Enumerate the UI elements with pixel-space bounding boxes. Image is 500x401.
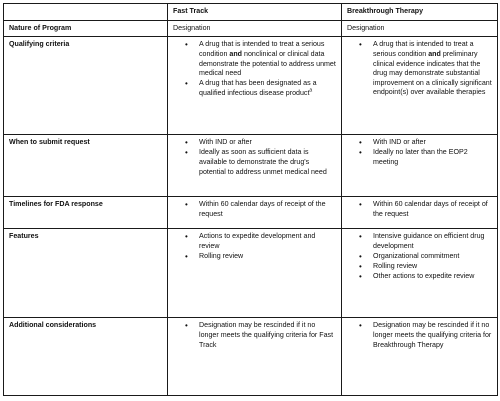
row-label-timelines: Timelines for FDA response: [4, 197, 168, 229]
bullet-list: [173, 232, 336, 261]
list-item: • Ideally as soon as sufficient data is available to demonstrate the drug's potential to address unmet medical need: [173, 148, 336, 177]
cell-nature-breakthrough: Designation: [342, 20, 498, 37]
list-item: • Other actions to expedite review: [347, 272, 492, 282]
list-item: • Designation may be rescinded if it no longer meets the qualifying criteria for Breakthrough Therapy: [347, 321, 492, 350]
header-breakthrough: Breakthrough Therapy: [342, 4, 498, 21]
cell-qualifying-fast-track: [168, 37, 342, 135]
list-item: • A drug that has been designated as a qualified infectious disease product$^a$: [173, 79, 336, 98]
bullet-list: [347, 321, 492, 350]
list-item: • Rolling review: [347, 262, 492, 272]
bullet-list: [347, 40, 492, 98]
row-label-nature: Nature of Program: [4, 20, 168, 37]
bullet-list: [173, 200, 336, 219]
list-item: • With IND or after: [173, 138, 336, 148]
row-qualifying-criteria: [4, 37, 498, 135]
row-timelines: [4, 197, 498, 229]
list-item: • Designation may be rescinded if it no longer meets the qualifying criteria for Fast Track: [173, 321, 336, 350]
header-fast-track: Fast Track: [168, 4, 342, 21]
list-item: • Organizational commitment: [347, 252, 492, 262]
list-item: • Rolling review: [173, 252, 336, 262]
cell-when-fast-track: [168, 135, 342, 197]
list-item: • Actions to expedite development and review: [173, 232, 336, 251]
row-nature-of-program: [4, 20, 498, 37]
cell-additional-fast-track: [168, 318, 342, 396]
cell-timelines-breakthrough: [342, 197, 498, 229]
row-label-additional: Additional considerations: [4, 318, 168, 396]
bullet-list: [347, 138, 492, 167]
list-item: • A drug that is intended to treat a serious condition and nonclinical or clinical data demonstrate the potential to address unmet medical need: [173, 40, 336, 79]
list-item: • Ideally no later than the EOP2 meeting: [347, 148, 492, 167]
bullet-list: [347, 232, 492, 282]
list-item: • Within 60 calendar days of receipt of the request: [347, 200, 492, 219]
bullet-list: [173, 40, 336, 98]
cell-features-breakthrough: [342, 229, 498, 318]
cell-additional-breakthrough: [342, 318, 498, 396]
bullet-list: [347, 200, 492, 219]
row-features: [4, 229, 498, 318]
cell-when-breakthrough: [342, 135, 498, 197]
cell-nature-fast-track: Designation: [168, 20, 342, 37]
row-label-features: Features: [4, 229, 168, 318]
list-item: • Intensive guidance on efficient drug development: [347, 232, 492, 251]
cell-features-fast-track: [168, 229, 342, 318]
bullet-list: [173, 321, 336, 350]
list-item: • A drug that is intended to treat a serious condition and preliminary clinical evidence indicates that the drug may demonstrate substantial improvement on a clinically significant endpoint(s) over available therapies: [347, 40, 492, 98]
header-row: [4, 4, 498, 21]
row-additional-considerations: [4, 318, 498, 396]
cell-qualifying-breakthrough: [342, 37, 498, 135]
bullet-list: [173, 138, 336, 177]
row-when-to-submit: [4, 135, 498, 197]
list-item: • Within 60 calendar days of receipt of the request: [173, 200, 336, 219]
row-label-qualifying: Qualifying criteria: [4, 37, 168, 135]
header-empty-cell: [4, 4, 168, 21]
row-label-when: When to submit request: [4, 135, 168, 197]
list-item: • With IND or after: [347, 138, 492, 148]
comparison-table: [3, 3, 498, 396]
cell-timelines-fast-track: [168, 197, 342, 229]
